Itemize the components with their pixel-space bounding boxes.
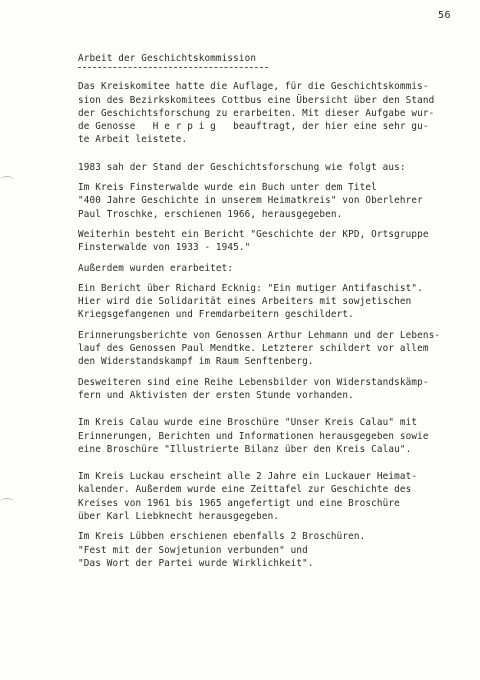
text-line: "400 Jahre Geschichte in unserem Heimatkreis" von Oberlehrer xyxy=(78,195,423,207)
paragraph xyxy=(78,262,450,275)
text-line: Paul Troschke, erschienen 1966, herausgegeben. xyxy=(78,208,343,220)
text-line: Erinnerungsberichte von Genossen Arthur Lehmann und der Lebens- xyxy=(78,329,441,341)
text-line: Finsterwalde von 1933 - 1945." xyxy=(78,242,251,254)
text-line: Kreises von 1961 bis 1965 angefertigt und eine Broschüre xyxy=(78,497,400,509)
text-line: de Genosse H e r p i g beauftragt, der hier eine sehr gu- xyxy=(78,121,429,133)
page-number: 56 xyxy=(438,10,452,21)
text-line: Im Kreis Lübben erschienen ebenfalls 2 Broschüren. xyxy=(78,531,366,543)
punch-hole-mark xyxy=(0,498,14,507)
paragraph xyxy=(78,282,450,322)
text-line: fern und Aktivisten der ersten Stunde vorhanden. xyxy=(78,389,354,401)
document-body xyxy=(78,52,450,577)
paragraph xyxy=(78,161,450,174)
paragraph xyxy=(78,416,450,456)
text-line: "Fest mit der Sowjetunion verbunden" und xyxy=(78,544,308,556)
text-line: sion des Bezirkskomitees Cottbus eine Übersicht über den Stand xyxy=(78,94,435,106)
paragraph xyxy=(78,376,450,403)
text-line: te Arbeit leistete. xyxy=(78,134,188,146)
text-line: Außerdem wurden erarbeitet: xyxy=(78,262,234,274)
punch-hole-mark xyxy=(0,176,14,185)
text-line: den Widerstandskampf im Raum Senftenberg. xyxy=(78,356,314,368)
text-line: Im Kreis Luckau erscheint alle 2 Jahre ein Luckauer Heimat- xyxy=(78,471,418,483)
text-line: Ein Bericht über Richard Ecknig: "Ein mutiger Antifaschist". xyxy=(78,282,423,294)
paragraph-list xyxy=(78,80,450,570)
paragraph xyxy=(78,329,450,369)
text-line: 1983 sah der Stand der Geschichtsforschung wie folgt aus: xyxy=(78,161,406,173)
text-line: Kriegsgefangenen und Fremdarbeitern geschildert. xyxy=(78,309,354,321)
text-line: Hier wird die Solidarität eines Arbeiters mit sowjetischen xyxy=(78,296,412,308)
text-line: über Karl Liebknecht herausgegeben. xyxy=(78,511,280,523)
text-line: Im Kreis Calau wurde eine Broschüre "Unser Kreis Calau" mit xyxy=(78,417,418,429)
text-line: Desweiteren sind eine Reihe Lebensbilder von Widerstandskämp- xyxy=(78,376,429,388)
text-line: Erinnerungen, Berichten und Informationen herausgegeben sowie xyxy=(78,430,429,442)
text-line: Im Kreis Finsterwalde wurde ein Buch unter dem Titel xyxy=(78,182,377,194)
text-line: lauf des Genossen Paul Mendtke. Letzterer schildert vor allem xyxy=(78,343,429,355)
title-underline xyxy=(78,67,268,68)
paragraph xyxy=(78,181,450,221)
paragraph xyxy=(78,228,450,255)
text-line: kalender. Außerdem wurde eine Zeittafel zur Geschichte des xyxy=(78,484,412,496)
paragraph xyxy=(78,80,450,146)
section-title: Arbeit der Geschichtskommission xyxy=(78,53,257,64)
paragraph xyxy=(78,530,450,570)
text-line: "Das Wort der Partei wurde Wirklichkeit". xyxy=(78,557,314,569)
text-line: eine Broschüre "Illustrierte Bilanz über den Kreis Calau". xyxy=(78,443,412,455)
text-line: Das Kreiskomitee hatte die Auflage, für die Geschichtskommis- xyxy=(78,81,429,93)
paragraph xyxy=(78,470,450,523)
text-line: Weiterhin besteht ein Bericht "Geschichte der KPD, Ortsgruppe xyxy=(78,228,429,240)
text-line: der Geschichtsforschung zu erarbeiten. Mit dieser Aufgabe wur- xyxy=(78,107,435,119)
